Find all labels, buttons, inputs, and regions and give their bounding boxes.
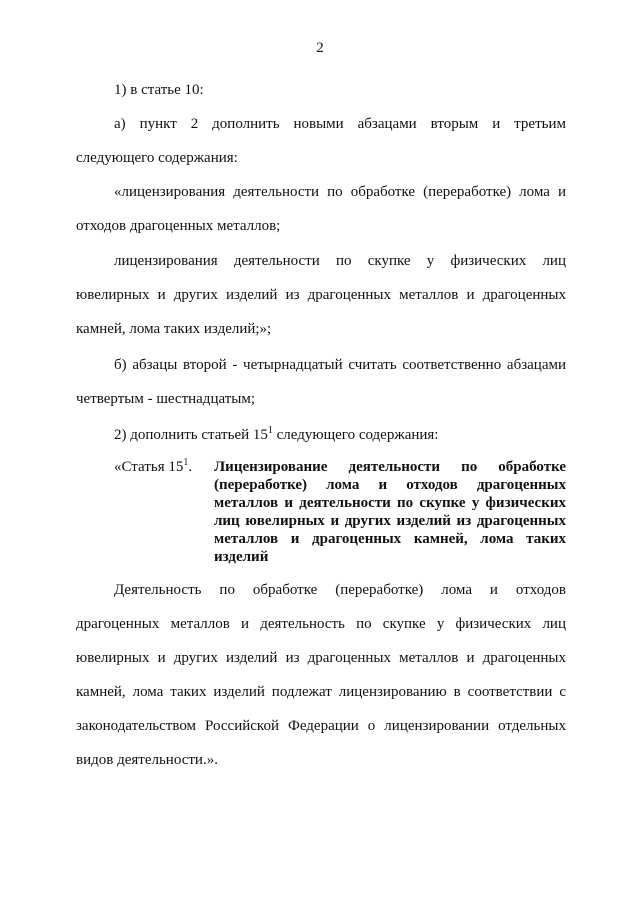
- article-title: Лицензирование деятельности по обработке (переработке) лома и отходов драгоценных металлов и деятельности по скупке у физических лиц ювелирных и других изделий из драгоценных металлов и драгоценных камней, лома таких изделий: [214, 459, 566, 565]
- article-label-text: «Статья 15: [114, 459, 184, 475]
- item-1b-paragraph: б) абзацы второй - четырнадцатый считать соответственно абзацами четвертым - шестнадцатым;: [76, 357, 566, 407]
- article-body-paragraph: Деятельность по обработке (переработке) лома и отходов драгоценных металлов и деятельность по скупке у физических лиц ювелирных и других изделий из драгоценных металлов и драгоценных камней, лома таких изделий подлежат лицензированию в соответствии с законодательством Российской Федерации о лицензировании отдельных видов деятельности.».: [76, 582, 566, 768]
- item-2-text-end: следующего содержания:: [272, 427, 439, 443]
- item-2-text-start: 2) дополнить статьей 15: [114, 427, 268, 443]
- item-1-paragraph: 1) в статье 10:: [114, 82, 204, 98]
- article-label: [114, 458, 214, 566]
- article-label-dot: .: [188, 459, 193, 475]
- quoted-paragraph-purchasing: лицензирования деятельности по скупке у физических лиц ювелирных и других изделий из драгоценных металлов и драгоценных камней, лома таких изделий;»;: [76, 253, 566, 337]
- item-2-superscript: 1: [267, 425, 273, 436]
- item-2-paragraph: [76, 418, 566, 452]
- article-heading: [114, 458, 566, 566]
- article-label-superscript: 1: [183, 457, 189, 468]
- quoted-paragraph-processing: «лицензирования деятельности по обработке (переработке) лома и отходов драгоценных металлов;: [76, 184, 566, 234]
- item-1a-paragraph: а) пункт 2 дополнить новыми абзацами вторым и третьим следующего содержания:: [76, 116, 566, 166]
- page-number: 2: [316, 40, 324, 56]
